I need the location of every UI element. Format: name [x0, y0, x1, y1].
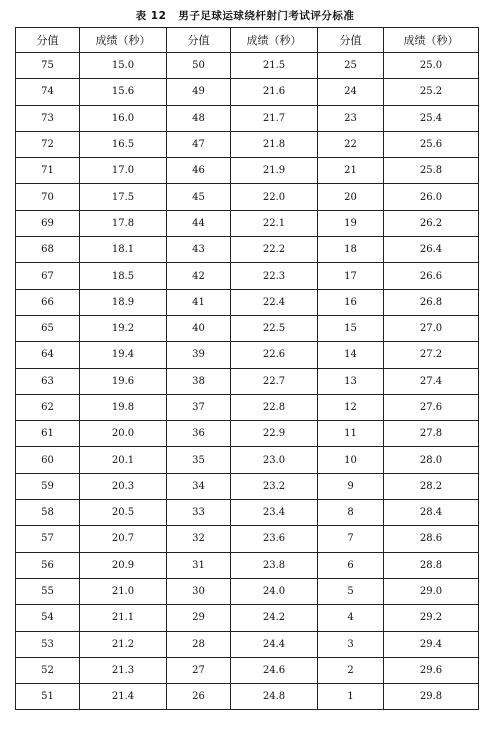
result-cell: 19.2 — [80, 315, 167, 341]
result-cell: 15.6 — [80, 79, 167, 105]
score-cell: 73 — [16, 105, 80, 131]
result-cell: 20.9 — [80, 552, 167, 578]
header-result-1: 成绩（秒） — [80, 28, 167, 53]
result-cell: 22.4 — [231, 289, 318, 315]
score-cell: 23 — [318, 105, 384, 131]
table-row — [16, 500, 479, 526]
table-row — [16, 394, 479, 420]
result-cell: 22.3 — [231, 263, 318, 289]
result-cell: 20.7 — [80, 526, 167, 552]
result-cell: 21.7 — [231, 105, 318, 131]
table-row — [16, 105, 479, 131]
header-result-3: 成绩（秒） — [384, 28, 479, 53]
result-cell: 26.0 — [384, 184, 479, 210]
score-cell: 43 — [167, 237, 231, 263]
score-cell: 59 — [16, 473, 80, 499]
score-cell: 15 — [318, 315, 384, 341]
result-cell: 20.5 — [80, 500, 167, 526]
scoring-table — [15, 27, 479, 710]
result-cell: 23.0 — [231, 447, 318, 473]
table-row — [16, 421, 479, 447]
result-cell: 21.0 — [80, 578, 167, 604]
header-row — [16, 28, 479, 53]
score-cell: 29 — [167, 605, 231, 631]
header-score-1: 分值 — [16, 28, 80, 53]
score-cell: 48 — [167, 105, 231, 131]
score-cell: 11 — [318, 421, 384, 447]
result-cell: 17.5 — [80, 184, 167, 210]
score-cell: 21 — [318, 158, 384, 184]
score-cell: 38 — [167, 368, 231, 394]
score-cell: 2 — [318, 657, 384, 683]
result-cell: 27.8 — [384, 421, 479, 447]
table-row — [16, 447, 479, 473]
score-cell: 51 — [16, 684, 80, 710]
result-cell: 22.9 — [231, 421, 318, 447]
result-cell: 22.6 — [231, 342, 318, 368]
score-cell: 30 — [167, 578, 231, 604]
score-cell: 22 — [318, 131, 384, 157]
result-cell: 16.5 — [80, 131, 167, 157]
result-cell: 18.5 — [80, 263, 167, 289]
result-cell: 28.4 — [384, 500, 479, 526]
result-cell: 23.6 — [231, 526, 318, 552]
score-cell: 1 — [318, 684, 384, 710]
score-cell: 36 — [167, 421, 231, 447]
result-cell: 24.6 — [231, 657, 318, 683]
result-cell: 22.8 — [231, 394, 318, 420]
score-cell: 19 — [318, 210, 384, 236]
score-cell: 55 — [16, 578, 80, 604]
score-cell: 10 — [318, 447, 384, 473]
result-cell: 21.9 — [231, 158, 318, 184]
header-score-2: 分值 — [167, 28, 231, 53]
table-row — [16, 263, 479, 289]
table-caption — [0, 8, 490, 23]
score-cell: 34 — [167, 473, 231, 499]
result-cell: 17.8 — [80, 210, 167, 236]
score-cell: 32 — [167, 526, 231, 552]
result-cell: 27.2 — [384, 342, 479, 368]
table-row — [16, 684, 479, 710]
result-cell: 20.3 — [80, 473, 167, 499]
result-cell: 21.2 — [80, 631, 167, 657]
score-cell: 47 — [167, 131, 231, 157]
result-cell: 23.8 — [231, 552, 318, 578]
score-cell: 66 — [16, 289, 80, 315]
header-score-3: 分值 — [318, 28, 384, 53]
score-cell: 31 — [167, 552, 231, 578]
score-cell: 12 — [318, 394, 384, 420]
score-cell: 14 — [318, 342, 384, 368]
score-cell: 54 — [16, 605, 80, 631]
result-cell: 27.4 — [384, 368, 479, 394]
score-cell: 7 — [318, 526, 384, 552]
result-cell: 21.8 — [231, 131, 318, 157]
score-cell: 5 — [318, 578, 384, 604]
score-cell: 42 — [167, 263, 231, 289]
result-cell: 29.2 — [384, 605, 479, 631]
table-row — [16, 473, 479, 499]
table-number: 表 12 — [135, 10, 167, 22]
result-cell: 24.4 — [231, 631, 318, 657]
table-row — [16, 342, 479, 368]
score-cell: 37 — [167, 394, 231, 420]
score-cell: 60 — [16, 447, 80, 473]
score-cell: 17 — [318, 263, 384, 289]
table-row — [16, 315, 479, 341]
score-cell: 20 — [318, 184, 384, 210]
score-cell: 56 — [16, 552, 80, 578]
table-row — [16, 289, 479, 315]
table-body — [16, 53, 479, 710]
result-cell: 20.1 — [80, 447, 167, 473]
table-row — [16, 53, 479, 79]
score-cell: 16 — [318, 289, 384, 315]
result-cell: 27.0 — [384, 315, 479, 341]
table-title: 男子足球运球绕杆射门考试评分标准 — [178, 10, 355, 22]
result-cell: 21.5 — [231, 53, 318, 79]
score-cell: 41 — [167, 289, 231, 315]
result-cell: 25.0 — [384, 53, 479, 79]
score-cell: 50 — [167, 53, 231, 79]
score-cell: 9 — [318, 473, 384, 499]
result-cell: 22.0 — [231, 184, 318, 210]
result-cell: 29.8 — [384, 684, 479, 710]
score-cell: 3 — [318, 631, 384, 657]
table-row — [16, 578, 479, 604]
score-cell: 57 — [16, 526, 80, 552]
result-cell: 19.8 — [80, 394, 167, 420]
result-cell: 19.4 — [80, 342, 167, 368]
score-cell: 35 — [167, 447, 231, 473]
result-cell: 29.6 — [384, 657, 479, 683]
result-cell: 29.0 — [384, 578, 479, 604]
table-row — [16, 657, 479, 683]
result-cell: 22.5 — [231, 315, 318, 341]
result-cell: 18.1 — [80, 237, 167, 263]
score-cell: 25 — [318, 53, 384, 79]
score-cell: 40 — [167, 315, 231, 341]
score-cell: 53 — [16, 631, 80, 657]
result-cell: 21.6 — [231, 79, 318, 105]
result-cell: 22.7 — [231, 368, 318, 394]
table-row — [16, 552, 479, 578]
score-cell: 61 — [16, 421, 80, 447]
score-cell: 24 — [318, 79, 384, 105]
result-cell: 24.8 — [231, 684, 318, 710]
score-cell: 65 — [16, 315, 80, 341]
score-cell: 52 — [16, 657, 80, 683]
score-cell: 49 — [167, 79, 231, 105]
result-cell: 25.2 — [384, 79, 479, 105]
score-cell: 67 — [16, 263, 80, 289]
result-cell: 18.9 — [80, 289, 167, 315]
result-cell: 22.1 — [231, 210, 318, 236]
table-row — [16, 631, 479, 657]
score-cell: 72 — [16, 131, 80, 157]
score-cell: 39 — [167, 342, 231, 368]
score-cell: 69 — [16, 210, 80, 236]
score-cell: 8 — [318, 500, 384, 526]
score-cell: 45 — [167, 184, 231, 210]
table-row — [16, 131, 479, 157]
result-cell: 29.4 — [384, 631, 479, 657]
result-cell: 21.1 — [80, 605, 167, 631]
result-cell: 28.6 — [384, 526, 479, 552]
result-cell: 16.0 — [80, 105, 167, 131]
score-cell: 27 — [167, 657, 231, 683]
result-cell: 25.4 — [384, 105, 479, 131]
result-cell: 28.2 — [384, 473, 479, 499]
score-cell: 26 — [167, 684, 231, 710]
result-cell: 26.6 — [384, 263, 479, 289]
table-row — [16, 526, 479, 552]
table-row — [16, 210, 479, 236]
table-row — [16, 237, 479, 263]
score-cell: 63 — [16, 368, 80, 394]
result-cell: 28.8 — [384, 552, 479, 578]
score-cell: 33 — [167, 500, 231, 526]
table-row — [16, 605, 479, 631]
result-cell: 26.2 — [384, 210, 479, 236]
result-cell: 26.8 — [384, 289, 479, 315]
table-row — [16, 79, 479, 105]
result-cell: 22.2 — [231, 237, 318, 263]
result-cell: 24.0 — [231, 578, 318, 604]
score-cell: 71 — [16, 158, 80, 184]
result-cell: 27.6 — [384, 394, 479, 420]
score-cell: 4 — [318, 605, 384, 631]
result-cell: 20.0 — [80, 421, 167, 447]
score-cell: 74 — [16, 79, 80, 105]
score-cell: 13 — [318, 368, 384, 394]
score-cell: 6 — [318, 552, 384, 578]
result-cell: 24.2 — [231, 605, 318, 631]
table-row — [16, 184, 479, 210]
score-cell: 64 — [16, 342, 80, 368]
result-cell: 19.6 — [80, 368, 167, 394]
result-cell: 23.2 — [231, 473, 318, 499]
table-row — [16, 158, 479, 184]
score-cell: 44 — [167, 210, 231, 236]
result-cell: 17.0 — [80, 158, 167, 184]
score-cell: 46 — [167, 158, 231, 184]
result-cell: 21.3 — [80, 657, 167, 683]
score-cell: 18 — [318, 237, 384, 263]
result-cell: 15.0 — [80, 53, 167, 79]
score-cell: 28 — [167, 631, 231, 657]
header-result-2: 成绩（秒） — [231, 28, 318, 53]
result-cell: 21.4 — [80, 684, 167, 710]
table-row — [16, 368, 479, 394]
score-cell: 75 — [16, 53, 80, 79]
result-cell: 23.4 — [231, 500, 318, 526]
result-cell: 28.0 — [384, 447, 479, 473]
result-cell: 25.8 — [384, 158, 479, 184]
result-cell: 26.4 — [384, 237, 479, 263]
score-cell: 68 — [16, 237, 80, 263]
score-cell: 62 — [16, 394, 80, 420]
score-cell: 58 — [16, 500, 80, 526]
score-cell: 70 — [16, 184, 80, 210]
result-cell: 25.6 — [384, 131, 479, 157]
